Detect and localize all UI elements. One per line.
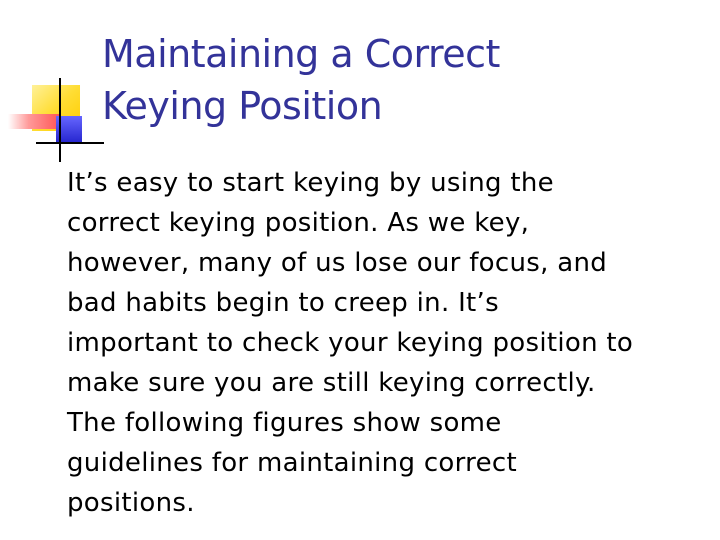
slide-corner-decoration xyxy=(0,0,110,180)
body-line: bad habits begin to creep in. It’s xyxy=(67,288,499,318)
body-line: correct keying position. As we key, xyxy=(67,208,530,238)
body-line: The following figures show some xyxy=(67,408,502,438)
body-line: make sure you are still keying correctly. xyxy=(67,368,596,398)
slide-title xyxy=(102,28,702,132)
body-line: however, many of us lose our focus, and xyxy=(67,248,608,278)
body-line: guidelines for maintaining correct xyxy=(67,448,517,478)
body-line: important to check your keying position to xyxy=(67,328,634,358)
body-line: It’s easy to start keying by using the xyxy=(67,168,554,198)
body-line: positions. xyxy=(67,488,195,518)
slide-body xyxy=(67,163,707,523)
title-line-2: Keying Position xyxy=(102,84,383,128)
title-line-1: Maintaining a Correct xyxy=(102,32,500,76)
red-bar xyxy=(8,114,60,129)
